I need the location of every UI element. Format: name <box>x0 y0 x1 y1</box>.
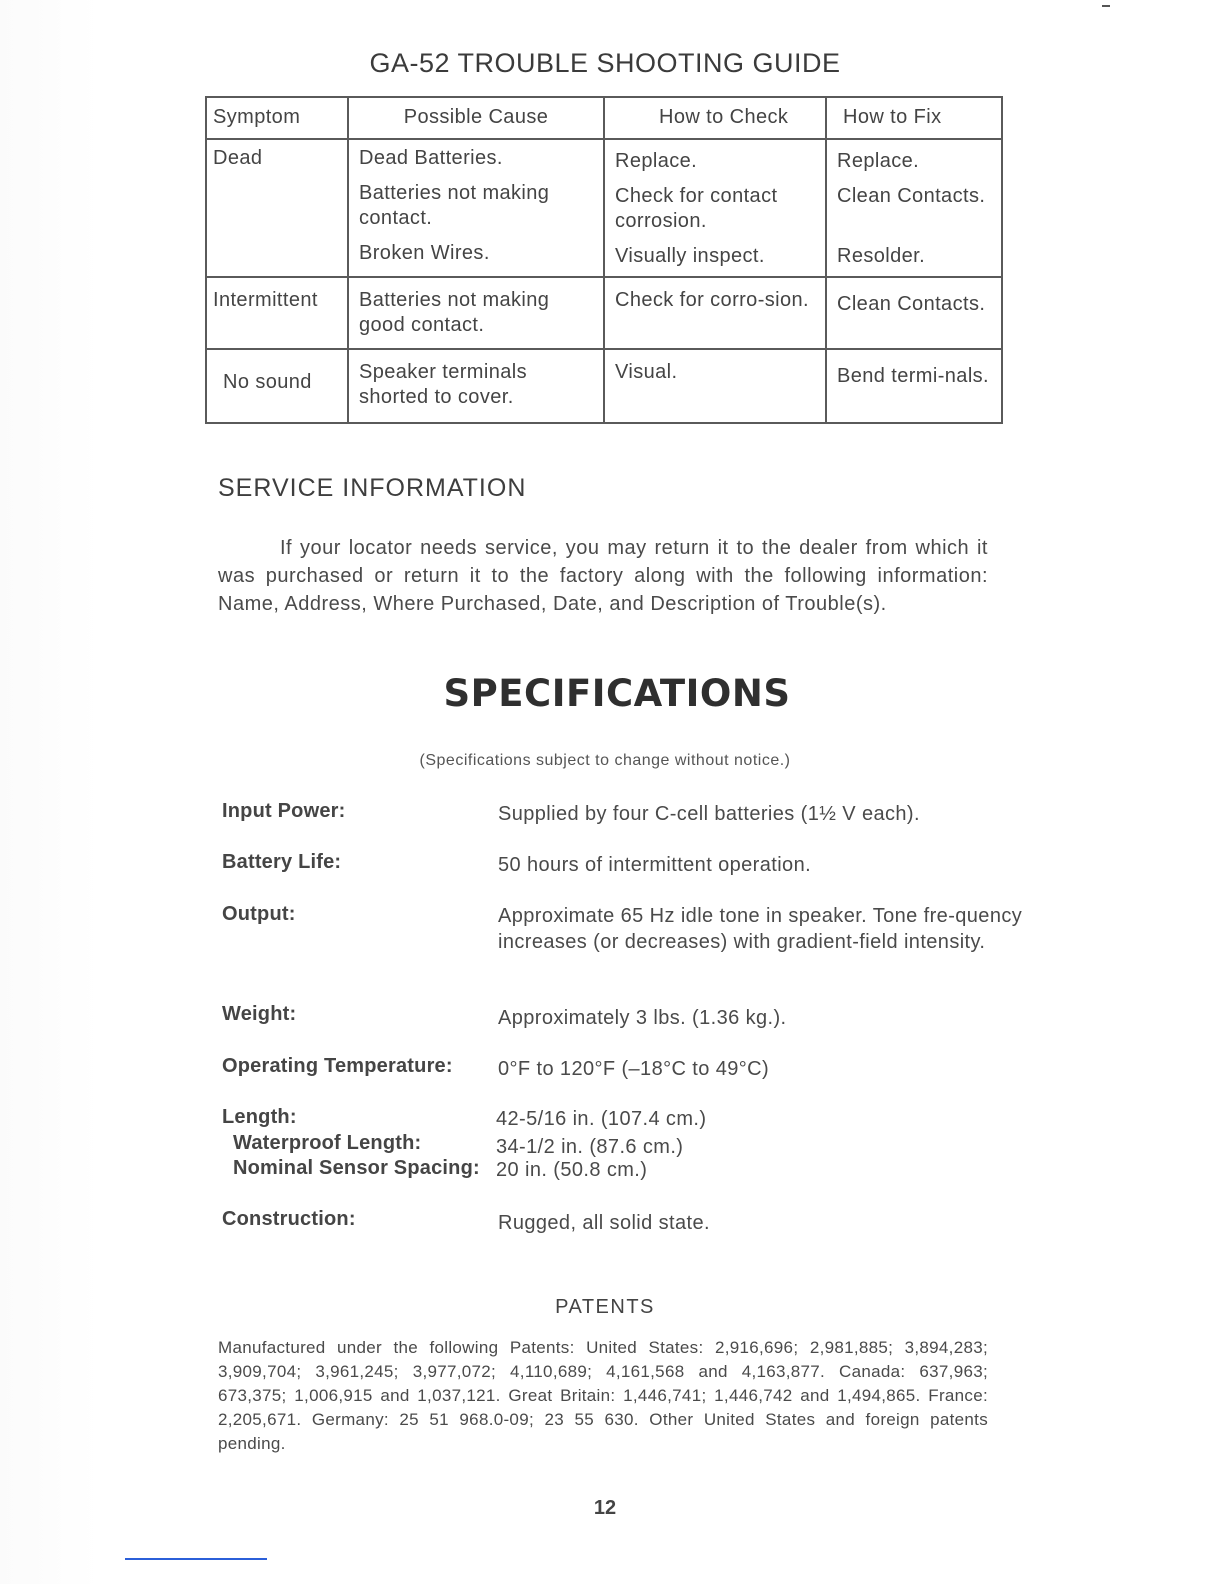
specifications-note: (Specifications subject to change without notice.) <box>419 752 791 769</box>
spec-label-weight: Weight: <box>222 1003 297 1025</box>
patents-heading: PATENTS <box>555 1296 655 1318</box>
patents-paragraph: Manufactured under the following Patents: United States: 2,916,696; 2,981,885; 3,894,283; 3,909,704; 3,961,245; 3,977,072; 4,110,689; 4,161,568 and 4,163,877. Canada: 637,963; 673,375; 1,006,915 and 1,037,121. Great Britain: 1,446,741; 1,446,742 and 1,494,865. France: 2,205,671. Germany: 25 51 968.0-09; 23 55 630. Other United States and foreign patents pending. <box>218 1338 988 1453</box>
fix-item: Replace. <box>837 150 920 172</box>
check-cell: Visual. <box>604 349 826 423</box>
table-row <box>206 139 1002 277</box>
check-item: Replace. <box>615 150 698 172</box>
spec-label-battery-life: Battery Life: <box>222 851 342 873</box>
footer-rule <box>125 1558 267 1560</box>
spec-value-operating-temperature: 0°F to 120°F (–18°C to 49°C) <box>498 1058 770 1080</box>
spec-label-output: Output: <box>222 903 296 925</box>
spec-label-sensor-spacing: Nominal Sensor Spacing: <box>233 1157 480 1179</box>
spec-label-waterproof-length: Waterproof Length: <box>233 1132 422 1154</box>
spec-value-weight: Approximately 3 lbs. (1.36 kg.). <box>498 1007 787 1029</box>
spec-label-construction: Construction: <box>222 1208 356 1230</box>
page-title: GA-52 TROUBLE SHOOTING GUIDE <box>369 48 841 78</box>
cause-item: Dead Batteries. <box>359 147 503 169</box>
spec-value-output: Approximate 65 Hz idle tone in speaker. Tone fre-quency increases (or decreases) with gradient-field intensity. <box>498 905 1023 953</box>
spec-value-battery-life: 50 hours of intermittent operation. <box>498 854 812 876</box>
fix-cell <box>826 139 1002 277</box>
page-number: 12 <box>593 1497 617 1519</box>
cause-item: Broken Wires. <box>359 242 490 264</box>
service-paragraph: If your locator needs service, you may return it to the dealer from which it was purchased or return it to the factory along with the following information: Name, Address, Where Purchased, Date, and Description of Trouble(s). <box>218 537 988 615</box>
spec-value-length: 42-5/16 in. (107.4 cm.) <box>496 1108 707 1130</box>
column-header-symptom: Symptom <box>206 97 348 139</box>
spec-value-waterproof-length: 34-1/2 in. (87.6 cm.) <box>496 1136 684 1158</box>
cause-item: Batteries not making contact. <box>359 182 550 229</box>
symptom-cell: No sound <box>206 349 348 423</box>
check-cell: Check for corro-sion. <box>604 277 826 349</box>
cause-cell: Batteries not making good contact. <box>348 277 604 349</box>
symptom-cell: Dead <box>206 139 348 277</box>
spec-value-input-power: Supplied by four C-cell batteries (1½ V each). <box>498 803 920 825</box>
fix-cell: Clean Contacts. <box>826 277 1002 349</box>
check-cell <box>604 139 826 277</box>
troubleshooting-table <box>205 96 1003 424</box>
column-header-possible-cause: Possible Cause <box>348 97 604 139</box>
page-margin-shade <box>0 0 100 1584</box>
table-row <box>206 277 1002 349</box>
spec-label-input-power: Input Power: <box>222 800 346 822</box>
check-item: Visually inspect. <box>615 245 765 267</box>
spec-value-construction: Rugged, all solid state. <box>498 1212 710 1234</box>
cause-cell <box>348 139 604 277</box>
table-row <box>206 349 1002 423</box>
fix-cell: Bend termi-nals. <box>826 349 1002 423</box>
column-header-how-to-check: How to Check <box>604 97 826 139</box>
specifications-heading: SPECIFICATIONS <box>443 672 791 715</box>
table-header-row <box>206 97 1002 139</box>
service-heading: SERVICE INFORMATION <box>218 474 527 502</box>
spec-label-operating-temperature: Operating Temperature: <box>222 1055 453 1077</box>
fix-item: Resolder. <box>837 245 926 267</box>
symptom-cell: Intermittent <box>206 277 348 349</box>
spec-value-sensor-spacing: 20 in. (50.8 cm.) <box>496 1159 648 1181</box>
spec-label-length: Length: <box>222 1106 297 1128</box>
cause-cell: Speaker terminals shorted to cover. <box>348 349 604 423</box>
fix-item: Clean Contacts. <box>837 185 986 207</box>
check-item: Check for contact corrosion. <box>615 185 778 232</box>
column-header-how-to-fix: How to Fix <box>826 97 1002 139</box>
scan-mark <box>1102 5 1110 7</box>
